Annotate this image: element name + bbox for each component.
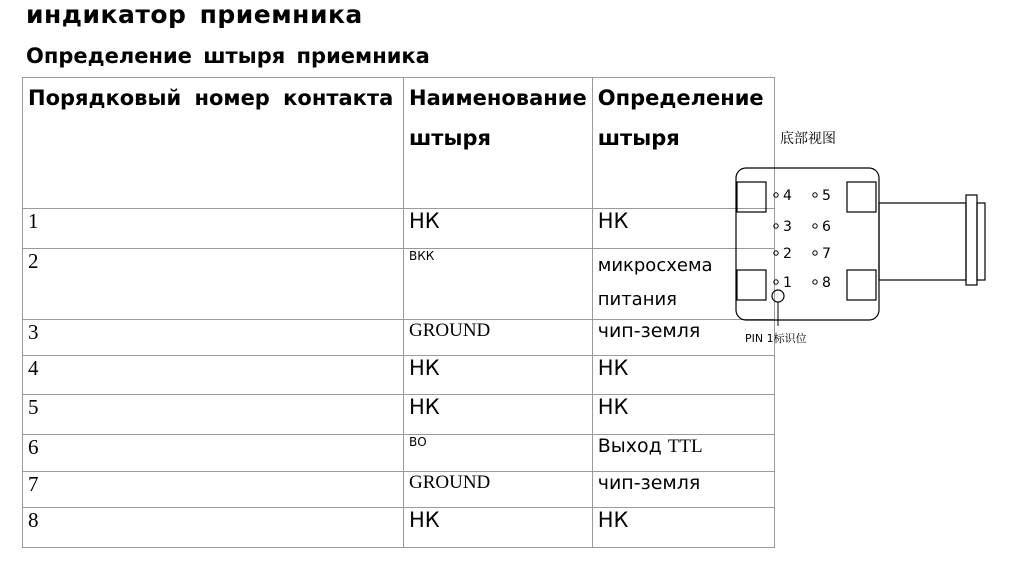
pin-definition — [592, 435, 774, 472]
pin-name: ВКК — [404, 249, 593, 320]
pin-label: 8 — [822, 275, 831, 291]
table-row — [23, 508, 775, 548]
table-row — [23, 356, 775, 395]
pin-definition: НК — [592, 395, 774, 435]
table-row — [23, 435, 775, 472]
pin-name: НК — [404, 395, 593, 435]
pin-label: 7 — [822, 246, 831, 262]
pin-name: НК — [404, 508, 593, 548]
pin-definition: НК — [592, 356, 774, 395]
pin-name: ВО — [404, 435, 593, 472]
table-row — [23, 395, 775, 435]
lens-cap — [966, 195, 977, 285]
page-title: индикатор приемника — [26, 0, 363, 29]
pin-definition-table — [22, 77, 775, 548]
pin-definition-ttl: TTL — [667, 436, 703, 457]
bottom-view-label: 底部视图 — [780, 131, 836, 147]
table-header-row — [23, 78, 775, 209]
pin-number: 7 — [23, 472, 404, 508]
pin-definition: чип-земля — [592, 472, 774, 508]
pin-dot — [813, 224, 817, 228]
pin-label: 5 — [822, 188, 831, 204]
pin-label: 4 — [783, 188, 792, 204]
lens-tip — [977, 203, 985, 280]
pin-definition: микросхема питания — [592, 249, 774, 320]
table-row — [23, 320, 775, 356]
pin-dot — [813, 193, 817, 197]
pin-definition: НК — [592, 508, 774, 548]
header-pin-definition: Определение штыря — [592, 78, 774, 209]
header-pin-name: Наименование штыря — [404, 78, 593, 209]
pin-name: GROUND — [404, 320, 593, 356]
pin-label: 6 — [822, 219, 831, 235]
pin-number: 2 — [23, 249, 404, 320]
pin-dot — [813, 280, 817, 284]
pin-definition: НК — [592, 209, 774, 249]
mount-pad-bottom-right — [847, 270, 876, 300]
pin-label: 1 — [783, 275, 792, 291]
table-row — [23, 472, 775, 508]
pin-label: 2 — [783, 246, 792, 262]
pin-number: 8 — [23, 508, 404, 548]
pin-number: 3 — [23, 320, 404, 356]
pin-name: НК — [404, 356, 593, 395]
pin-label: 3 — [783, 219, 792, 235]
table-row — [23, 209, 775, 249]
pin-definition: чип-земля — [592, 320, 774, 356]
header-pin-number: Порядковый номер контакта — [23, 78, 404, 209]
pin-name: НК — [404, 209, 593, 249]
pin1-marker-label: PIN 1标识位 — [745, 332, 807, 345]
pin-dot — [813, 251, 817, 255]
mount-pad-top-right — [847, 182, 876, 212]
pin-definition-text: Выход — [597, 435, 662, 457]
pin-number: 1 — [23, 209, 404, 249]
pin-name: GROUND — [404, 472, 593, 508]
pin-number: 4 — [23, 356, 404, 395]
pin-number: 6 — [23, 435, 404, 472]
lens-housing — [879, 203, 966, 280]
pin-number: 5 — [23, 395, 404, 435]
table-row — [23, 249, 775, 320]
section-title: Определение штыря приемника — [26, 44, 430, 68]
